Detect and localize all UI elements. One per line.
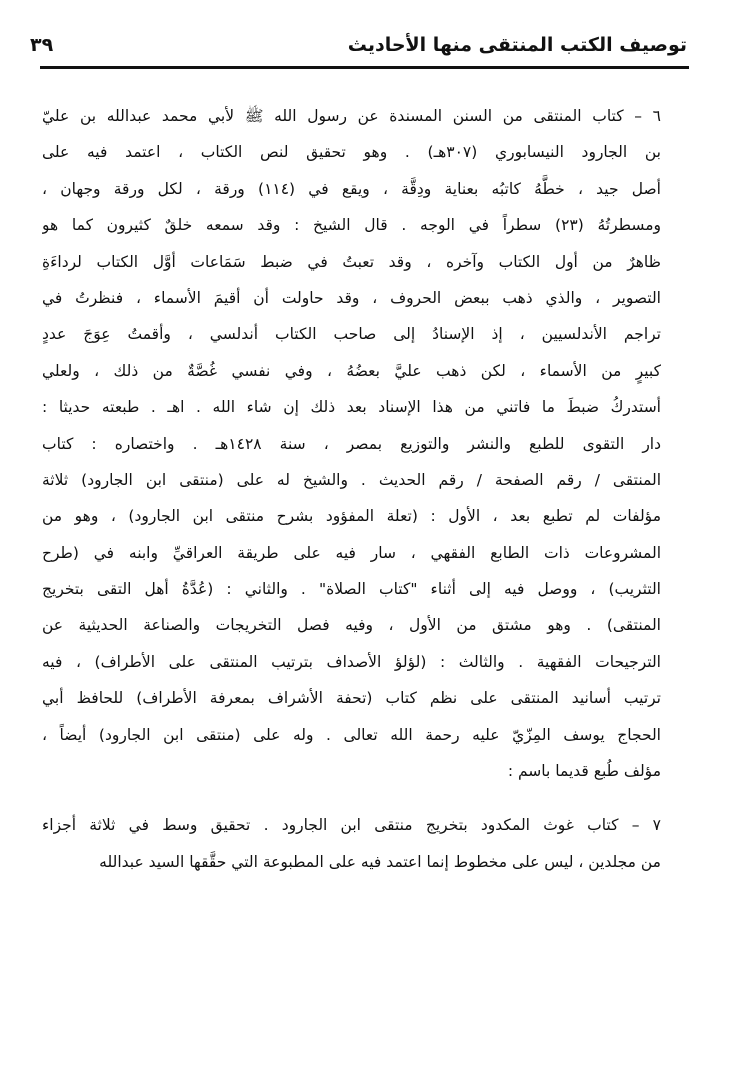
text-line: التصوير ، والذي ذهب ببعض الحروف ، وقد حاولت أن أقيمَ الأسماء ، فنظرتُ في xyxy=(42,288,661,307)
text-line: ظاهرٌ من أول الكتاب وآخره ، وقد تعبتُ في ضبط سَمَاعات أوَّل الكتاب لرداءَةِ xyxy=(42,252,661,271)
text-line: دار التقوى للطبع والنشر والتوزيع بمصر ، سنة ١٤٢٨هـ . واختصاره : كتاب xyxy=(42,434,661,453)
text-line: مؤلف طُبع قديما باسم : xyxy=(507,762,661,781)
text-line: الحجاج يوسف المِزّيّ عليه رحمة الله تعالى . وله على (منتقى ابن الجارود) أيضاً ، xyxy=(42,725,661,744)
page-number: ٣٩ xyxy=(30,34,54,56)
text-line: المنتقى / رقم الصفحة / رقم الحديث . والشيخ له على (منتقى ابن الجارود) ثلاثة xyxy=(42,470,661,489)
text-line: ٦ – كتاب المنتقى من السنن المسندة عن رسول الله ﷺ لأبي محمد عبدالله بن عليّ xyxy=(42,107,661,125)
text-line: أصل جيد ، خطَّهُ كاتبُه بعناية ودِقَّة ، ويقع في (١١٤) ورقة ، لكل ورقة وجهان ، xyxy=(42,179,661,198)
text-line: ترتيب أسانيد المنتقى على نظم كتاب (تحفة الأشراف بمعرفة الأطراف) للحافظ أبي xyxy=(42,689,661,708)
body-text xyxy=(42,98,661,880)
text-line: المنتقى) . وهو مشتق من الأول ، وفيه فصل التخريجات والصناعة الحديثية عن xyxy=(42,616,661,635)
text-line: ومسطرتُهُ (٢٣) سطراً في الوجه . قال الشيخ : وقد سمعه خلقٌ كثيرون كما هو xyxy=(42,216,661,235)
text-line: أستدركُ ضبطَ ما فاتني من هذا الإسناد بعد ذلك إن شاء الله . اهـ . طبعته حديثا : xyxy=(42,398,661,417)
header-rule xyxy=(40,66,689,69)
text-line: الترجيحات الفقهية . والثالث : (لؤلؤ الأصداف بترتيب المنتقى على الأطراف) ، فيه xyxy=(42,652,661,671)
paragraph-1 xyxy=(42,98,661,789)
text-line: ٧ – كتاب غوث المكدود بتخريج منتقى ابن الجارود . تحقيق وسط في ثلاثة أجزاء xyxy=(42,816,661,835)
header-title: توصيف الكتب المنتقى منها الأحاديث xyxy=(347,34,687,56)
text-line: التثريب) ، ووصل فيه إلى أثناء "كتاب الصلاة" . والثاني : (عُدَّةُ أهل التقى بتخريج xyxy=(42,580,661,599)
text-line: بن الجارود النيسابوري (٣٠٧هـ) . وهو تحقيق لنص الكتاب ، اعتمد فيه على xyxy=(42,143,661,162)
paragraph-2 xyxy=(42,807,661,880)
paragraph-gap xyxy=(42,789,661,807)
text-line: كبيرٍ من الأسماء ، لكن ذهب عليَّ بعضُهُ ، وفي نفسي غُصَّةٌ من ذلك ، ولعلي xyxy=(42,361,661,380)
running-header xyxy=(30,26,687,60)
text-line: من مجلدين ، ليس على مخطوط إنما اعتمد فيه على المطبوعة التي حقَّقها السيد عبدالله xyxy=(99,852,661,871)
text-line: مؤلفات لم تطبع بعد ، الأول : (تعلة المفؤود بشرح منتقى ابن الجارود) ، وهو من xyxy=(42,507,661,526)
text-line: تراجم الأندلسيين ، إذ الإسنادُ إلى صاحب الكتاب أندلسي ، وأقمتُ عِوَجَ عددٍ xyxy=(42,325,661,344)
text-line: المشروعات ذات الطابع الفقهي ، سار فيه على طريقة العراقيِّ وابنه في (طرح xyxy=(42,543,661,562)
